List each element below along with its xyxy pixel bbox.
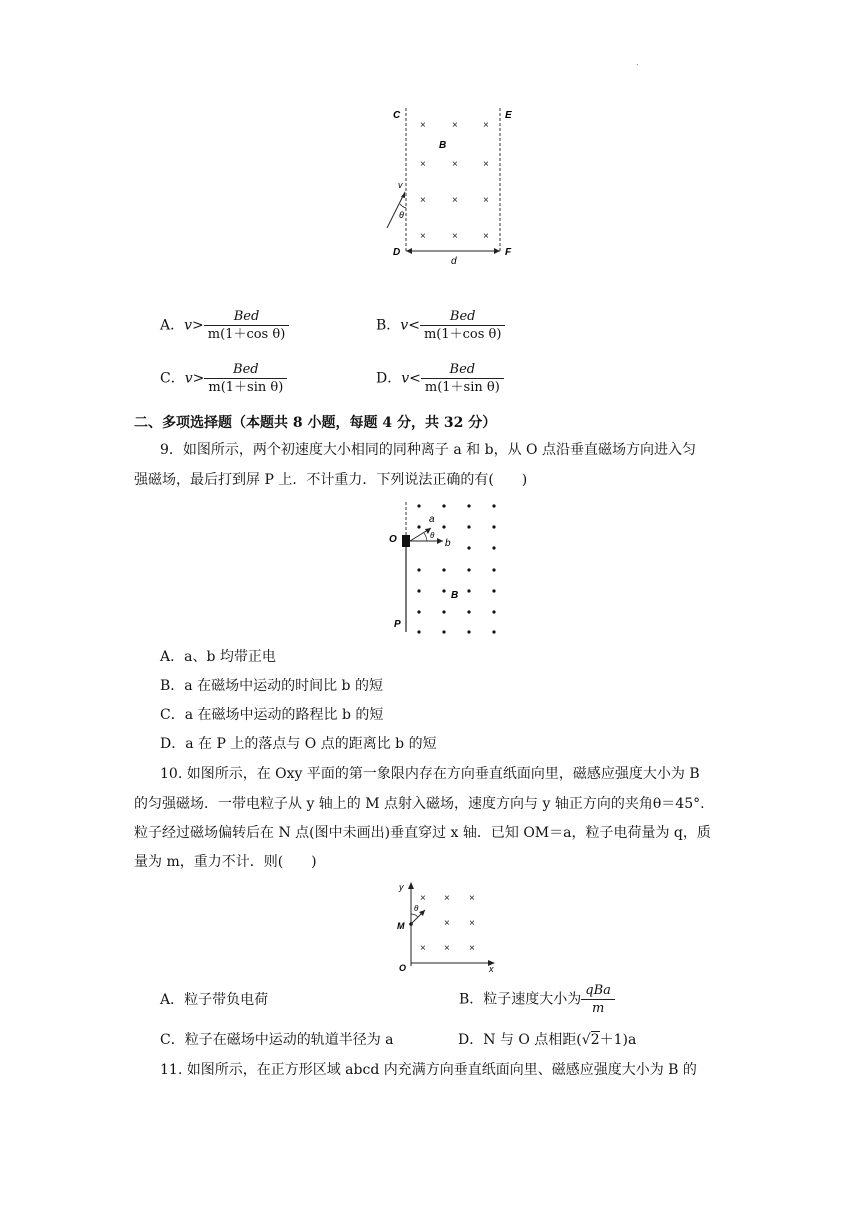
fraction-numerator: Bed (204, 361, 287, 379)
option-fraction (420, 308, 505, 343)
q11-stem-line1: 11. 如图所示，在正方形区域 abcd 内充满方向垂直纸面向里、磁感应强度大小为 B 的 (160, 1062, 697, 1078)
field-x: × (452, 159, 458, 170)
sqrt-sign: √ (581, 1032, 591, 1048)
option-v: v (401, 370, 410, 387)
option-v: v (184, 317, 193, 334)
option-fraction (421, 361, 504, 396)
q10-option-b[interactable] (459, 982, 615, 1017)
q9-option-d[interactable]: D．a 在 P 上的落点与 O 点的距离比 b 的短 (160, 736, 437, 752)
sqrt-radicand: 2 (590, 1032, 600, 1048)
option-relation: > (192, 370, 205, 387)
label-y: y (399, 882, 404, 892)
field-x: × (420, 893, 426, 904)
q8-option-a[interactable] (160, 308, 289, 343)
field-x: × (469, 918, 475, 929)
field-marks (420, 120, 489, 242)
q10-stem-line4: 量为 m，重力不计．则( ) (134, 854, 317, 870)
label-v: v (398, 180, 403, 190)
q9-option-a[interactable]: A．a、b 均带正电 (160, 649, 276, 665)
option-v: v (184, 370, 193, 387)
option-fraction (204, 361, 287, 396)
label-B: B (439, 140, 447, 151)
q9-stem-line1: 9．如图所示，两个初速度大小相同的同种离子 a 和 b，从 O 点沿垂直磁场方向进入匀 (160, 442, 696, 458)
fraction-numerator: qBa (581, 982, 615, 1000)
q10-option-a[interactable]: A．粒子带负电荷 (160, 992, 269, 1008)
field-x: × (483, 231, 489, 242)
q9-option-b[interactable]: B．a 在磁场中运动的时间比 b 的短 (160, 678, 383, 694)
fraction-denominator: m(1＋sin θ) (424, 380, 500, 395)
field-x: × (444, 943, 450, 954)
fraction-denominator: m(1＋sin θ) (208, 380, 284, 395)
field-x: × (444, 893, 450, 904)
label-C: C (393, 110, 401, 121)
field-x: × (452, 231, 458, 242)
q10-stem-line1: 10. 如图所示，在 Oxy 平面的第一象限内存在方向垂直纸面向里，磁感应强度大小为 B (160, 766, 700, 782)
field-marks (420, 893, 475, 954)
fraction-denominator: m (591, 1001, 605, 1016)
figure-q9 (385, 500, 505, 640)
field-x: × (483, 159, 489, 170)
label-theta: θ (414, 904, 419, 913)
field-x: × (469, 943, 475, 954)
option-text: D．N 与 O 点相距( (458, 1032, 582, 1048)
label-B: B (451, 590, 459, 601)
field-x: × (420, 943, 426, 954)
q10-stem-line2: 的匀强磁场．一带电粒子从 y 轴上的 M 点射入磁场，速度方向与 y 轴正方向的夹角θ＝45°. (134, 796, 705, 812)
fraction-numerator: Bed (420, 308, 505, 326)
label-F: F (505, 247, 512, 258)
label-d: d (451, 256, 457, 267)
option-tail: ＋1)a (599, 1032, 637, 1048)
label-O: O (399, 963, 407, 973)
field-x: × (452, 120, 458, 131)
label-E: E (505, 110, 512, 121)
label-x: x (489, 964, 494, 973)
option-relation: < (409, 370, 421, 387)
option-letter: B． (376, 317, 401, 334)
label-D: D (393, 247, 401, 258)
label-O: O (389, 534, 397, 545)
label-P: P (394, 619, 401, 630)
field-x: × (444, 918, 450, 929)
field-x: × (420, 120, 426, 131)
figure-q10 (393, 878, 503, 973)
q10-stem-line3: 粒子经过磁场偏转后在 N 点(图中未画出)垂直穿过 x 轴．已知 OM＝a，粒子电荷量为 q，质 (134, 825, 711, 841)
q10-option-d[interactable] (458, 1030, 636, 1050)
field-x: × (420, 159, 426, 170)
option-relation: > (192, 317, 204, 334)
fraction-denominator: m(1＋cos θ) (423, 327, 502, 342)
option-relation: < (408, 317, 420, 334)
field-x: × (469, 893, 475, 904)
figure-q8 (385, 100, 520, 270)
option-letter: D． (376, 370, 402, 387)
field-x: × (420, 195, 426, 206)
q10-option-c[interactable]: C．粒子在磁场中运动的轨道半径为 a (160, 1032, 394, 1048)
option-fraction (581, 982, 615, 1017)
entry-slit (402, 535, 410, 547)
section-heading: 二、多项选择题（本题共 8 小题，每题 4 分，共 32 分） (134, 415, 497, 431)
q9-option-c[interactable]: C．a 在磁场中运动的路程比 b 的短 (160, 707, 384, 723)
option-letter: A． (160, 317, 185, 334)
option-letter: C． (160, 370, 185, 387)
q8-option-b[interactable] (376, 308, 505, 343)
label-a: a (429, 514, 435, 525)
q9-stem-line2: 强磁场，最后打到屏 P 上．不计重力．下列说法正确的有( ) (134, 472, 528, 488)
fraction-denominator: m(1＋cos θ) (207, 327, 286, 342)
fraction-numerator: Bed (421, 361, 504, 379)
option-fraction (204, 308, 289, 343)
label-M: M (397, 921, 405, 931)
fraction-numerator: Bed (204, 308, 289, 326)
option-v: v (400, 317, 409, 334)
corner-mark: . (636, 58, 639, 67)
label-theta: θ (399, 210, 404, 220)
q8-option-d[interactable] (376, 361, 504, 396)
field-x: × (452, 195, 458, 206)
field-x: × (483, 120, 489, 131)
label-b: b (445, 538, 451, 549)
label-theta: θ (430, 531, 435, 540)
field-x: × (420, 231, 426, 242)
option-text: B．粒子速度大小为 (459, 991, 582, 1008)
q8-option-c[interactable] (160, 361, 287, 396)
field-x: × (483, 195, 489, 206)
